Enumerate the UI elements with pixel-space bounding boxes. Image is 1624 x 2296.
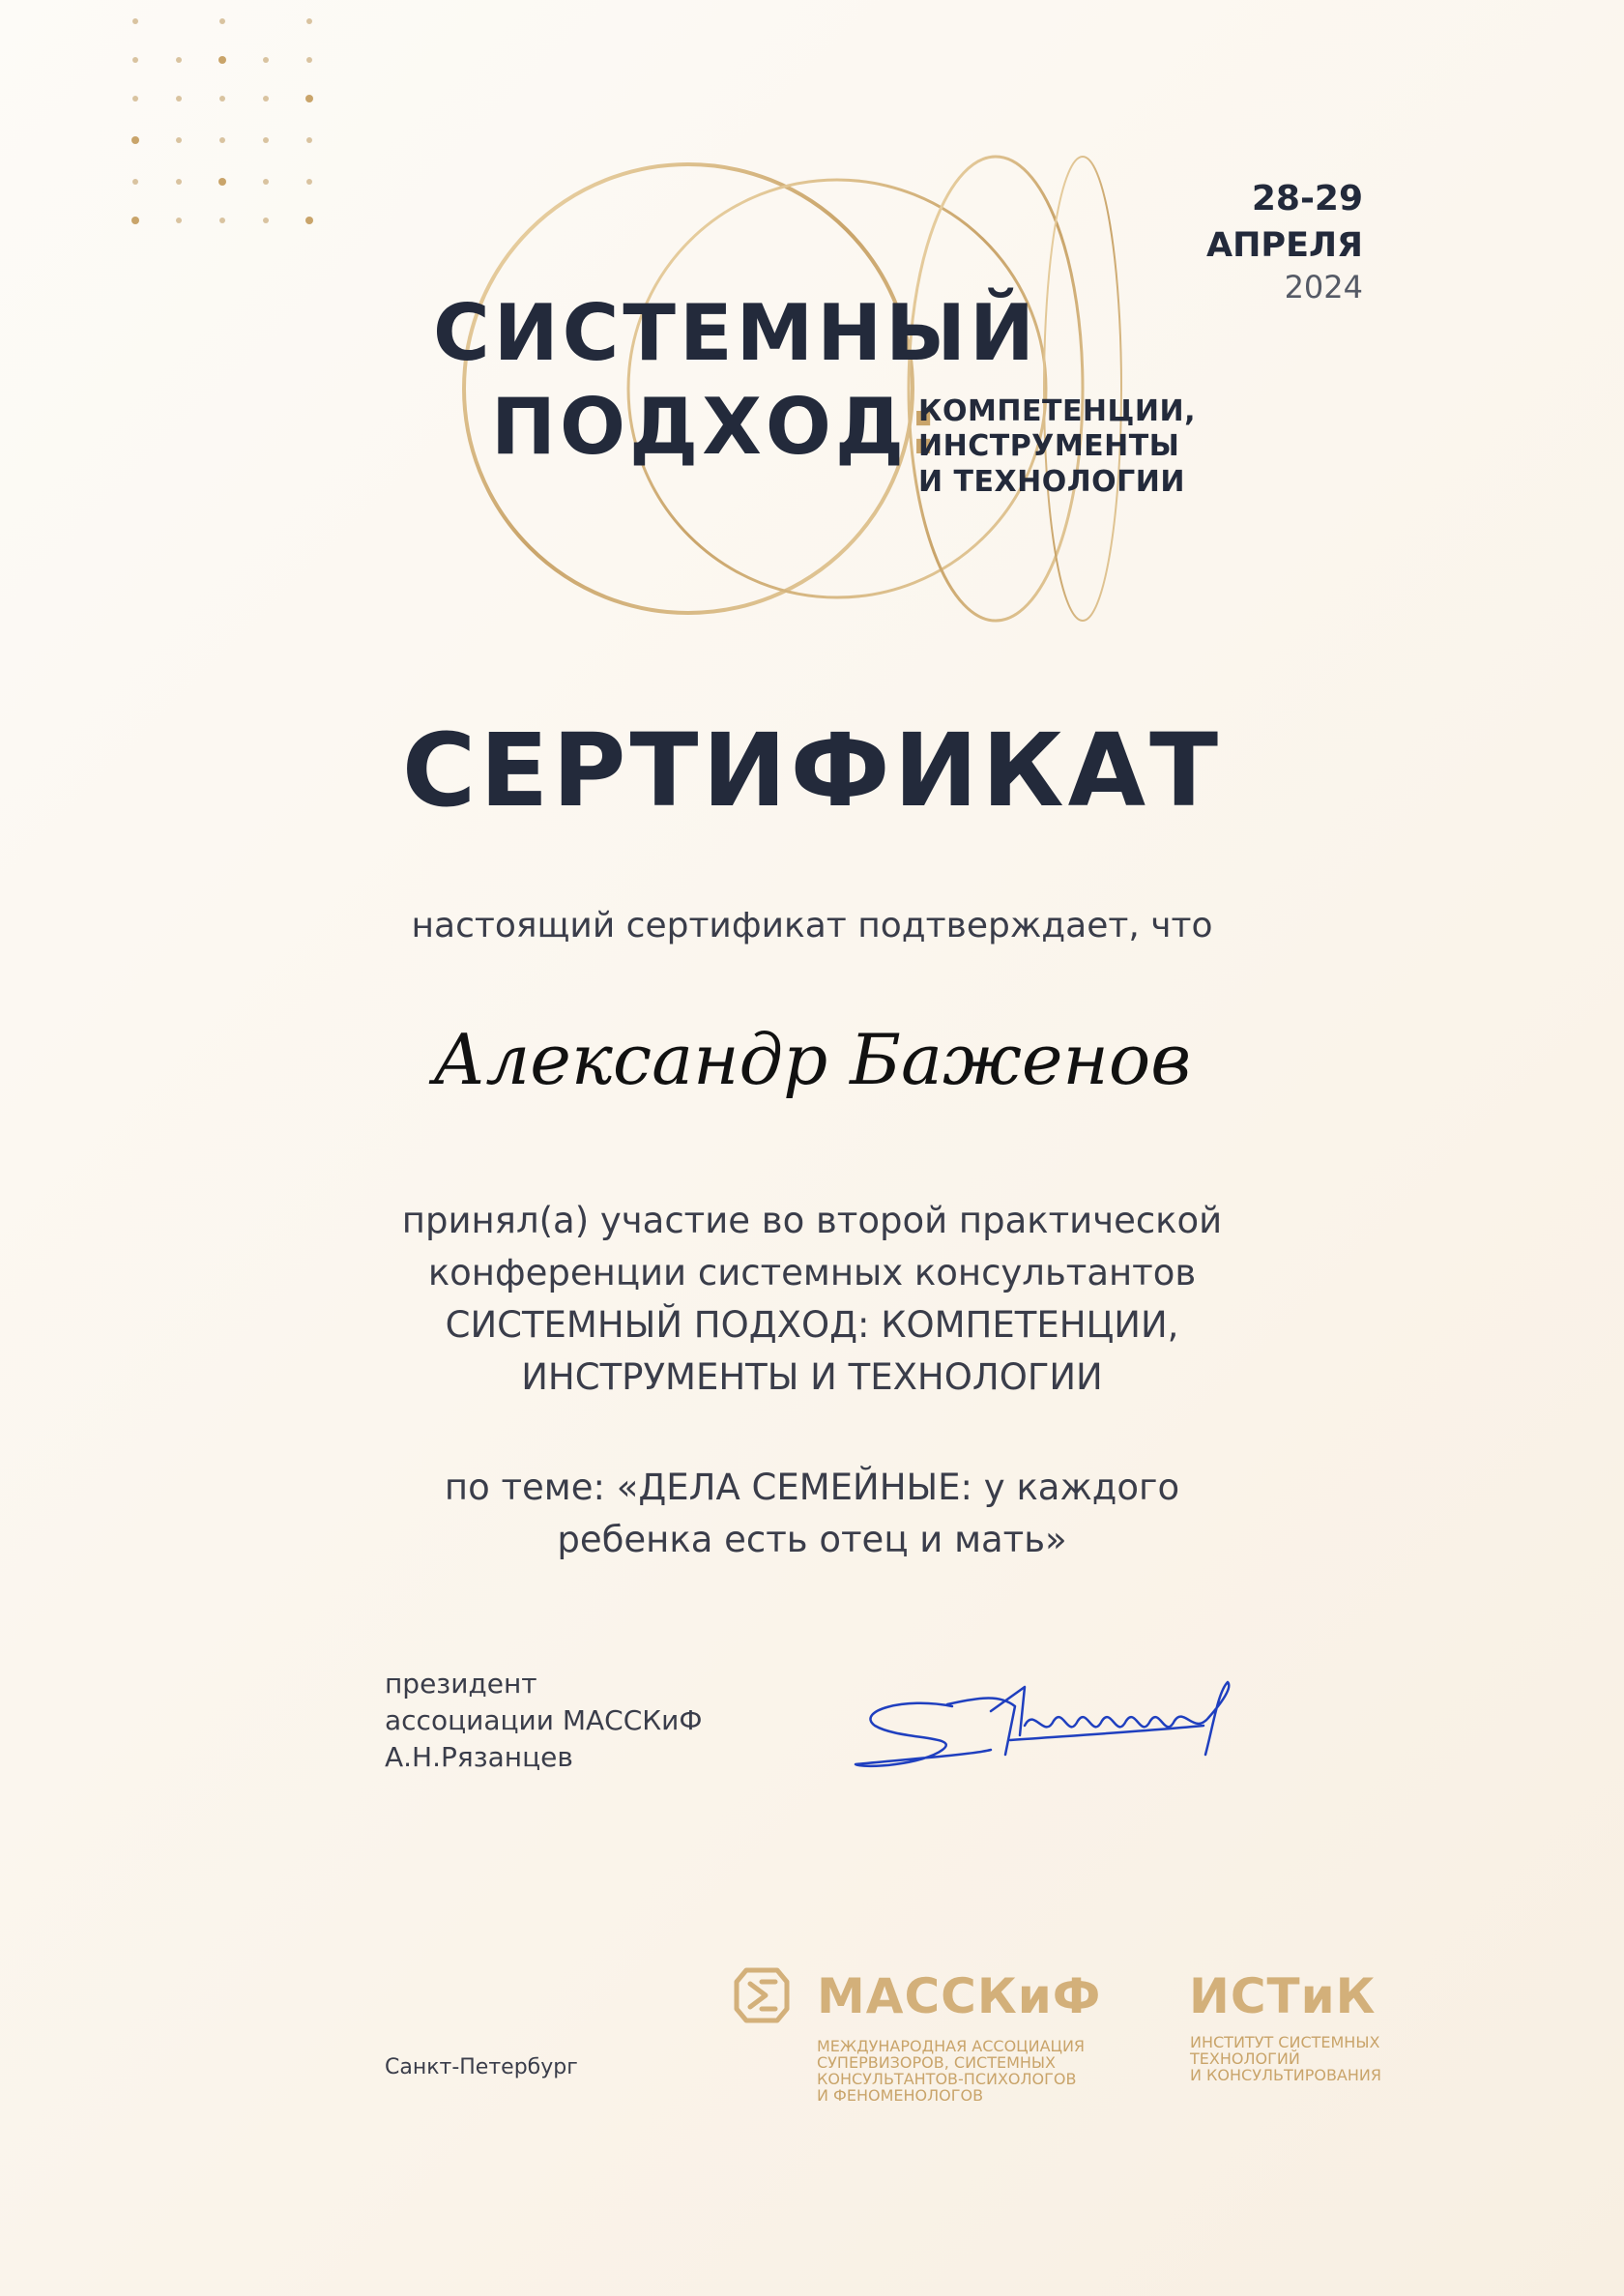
- participation-line: принял(а) участие во второй практической: [401, 1200, 1223, 1241]
- event-year: 2024: [1284, 269, 1363, 305]
- signatory-organization: ассоциации МАССКиФ: [385, 1704, 703, 1736]
- masskif-description-line: МЕЖДУНАРОДНАЯ АССОЦИАЦИЯ: [817, 2037, 1086, 2055]
- event-subtitle-line: ИНСТРУМЕНТЫ: [918, 429, 1180, 463]
- city-label: Санкт-Петербург: [385, 2055, 578, 2079]
- istik-description-line: ТЕХНОЛОГИЙ: [1190, 2049, 1300, 2068]
- participation-line: конференции системных консультантов: [427, 1252, 1197, 1293]
- istik-logo-name: ИСТиК: [1189, 1968, 1377, 2024]
- masskif-description-line: И ФЕНОМЕНОЛОГОВ: [817, 2086, 984, 2105]
- signatory-role: президент: [385, 1668, 537, 1700]
- istik-description-line: ИНСТИТУТ СИСТЕМНЫХ: [1190, 2033, 1380, 2051]
- recipient-name: Александр Баженов: [432, 1019, 1192, 1100]
- topic-line: ребенка есть отец и мать»: [557, 1519, 1067, 1560]
- masskif-logo-name: МАССКиФ: [817, 1968, 1102, 2024]
- participation-line: ИНСТРУМЕНТЫ И ТЕХНОЛОГИИ: [521, 1356, 1103, 1398]
- istik-description-line: И КОНСУЛЬТИРОВАНИЯ: [1190, 2066, 1381, 2084]
- signature-mark: [846, 1668, 1252, 1784]
- masskif-description-line: КОНСУЛЬТАНТОВ-ПСИХОЛОГОВ: [817, 2070, 1077, 2088]
- title-colon: :: [908, 382, 943, 472]
- event-title-line2: ПОДХОД:: [491, 382, 943, 472]
- confirms-text: настоящий сертификат подтверждает, что: [411, 906, 1213, 945]
- signatory-name: А.Н.Рязанцев: [385, 1741, 573, 1773]
- event-subtitle-line: КОМПЕТЕНЦИИ,: [918, 394, 1196, 428]
- topic-line: по теме: «ДЕЛА СЕМЕЙНЫЕ: у каждого: [444, 1467, 1180, 1508]
- event-title-line1: СИСТЕМНЫЙ: [433, 288, 1038, 378]
- event-dates: 28-29: [1251, 179, 1363, 218]
- participation-line: СИСТЕМНЫЙ ПОДХОД: КОМПЕТЕНЦИИ,: [445, 1304, 1179, 1346]
- masskif-description-line: СУПЕРВИЗОРОВ, СИСТЕМНЫХ: [817, 2053, 1057, 2072]
- masskif-emblem-icon: [727, 1961, 797, 2030]
- event-subtitle-line: И ТЕХНОЛОГИИ: [918, 465, 1185, 499]
- certificate-title: СЕРТИФИКАТ: [401, 712, 1223, 829]
- event-month: АПРЕЛЯ: [1206, 226, 1363, 265]
